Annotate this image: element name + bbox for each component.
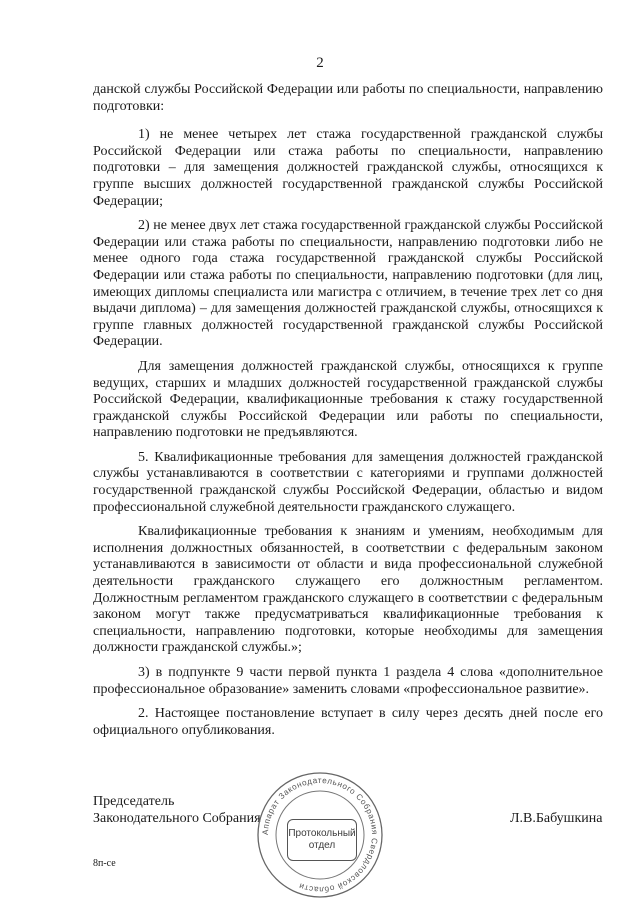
document-body — [93, 82, 603, 747]
paragraph: 2. Настоящее постановление вступает в силу через десять дней после его официального опубликования. — [93, 706, 603, 738]
paragraph: 1) не менее четырех лет стажа государственной гражданской службы Российской Федерации или стажа работы по специальности, направлению подготовки – для замещения должностей гражданской службы, относящихся к группе высших должностей государственной гражданской службы Российской Федерации; — [93, 127, 603, 209]
paragraph: 2) не менее двух лет стажа государственной гражданской службы Российской Федерации или стажа работы по специальности, направлению подготовки либо не менее одного года стажа государственной гражданской службы Российской Федерации или стажа работы по специальности, направлению подготовки (для лиц, имеющих дипломы специалиста или магистра с отличием, в течение трех лет со дня выдачи диплома) – для замещения должностей гражданской службы, относящихся к группе главных должностей государственной гражданской службы Российской Федерации. — [93, 218, 603, 350]
signatory-name: Л.В.Бабушкина — [510, 811, 603, 826]
signatory-title-line: Председатель — [93, 794, 175, 809]
paragraph: Для замещения должностей гражданской службы, относящихся к группе ведущих, старших и младших должностей государственной гражданской службы Российской Федерации, квалификационные требования к стажу государственной гражданской службы Российской Федерации или работы по специальности, направлению подготовки не предъявляются. — [93, 358, 603, 441]
paragraph: 3) в подпункте 9 части первой пункта 1 раздела 4 слова «дополнительное профессиональное образование» заменить словами «профессиональное развитие». — [93, 665, 603, 697]
footer-code: 8п-се — [93, 858, 116, 869]
stamp-box-line: отдел — [308, 840, 336, 851]
page-number: 2 — [316, 55, 324, 71]
stamp-box — [287, 819, 357, 861]
paragraph: Квалификационные требования к знаниям и умениям, необходимым для исполнения должностных обязанностей, в соответствии с федеральным законом устанавливаются в зависимости от области и вида профессиональной служебной деятельности гражданского служащего его должностным регламентом. Должностным регламентом гражданского служащего в соответствии с федеральным законом могут также предусматриваться квалификационные требования к специальности, направлению подготовки, которые необходимы для замещения должности гражданской службы.»; — [93, 524, 603, 656]
paragraph: данской службы Российской Федерации или работы по специальности, направлению подготовки: — [93, 82, 603, 114]
stamp-ring-text-path: Аппарат Законодательного Собрания Свердловской области — [260, 775, 380, 895]
paragraph: 5. Квалификационные требования для замещения должностей гражданской службы устанавливаются в соответствии с категориями и группами должностей государственной гражданской службы Российской Федерации, областью и видом профессиональной служебной деятельности гражданского служащего. — [93, 449, 603, 515]
signatory-title-line: Законодательного Собрания — [93, 811, 261, 826]
signatory-title — [93, 793, 261, 827]
stamp-box-line: Протокольный — [288, 828, 356, 839]
